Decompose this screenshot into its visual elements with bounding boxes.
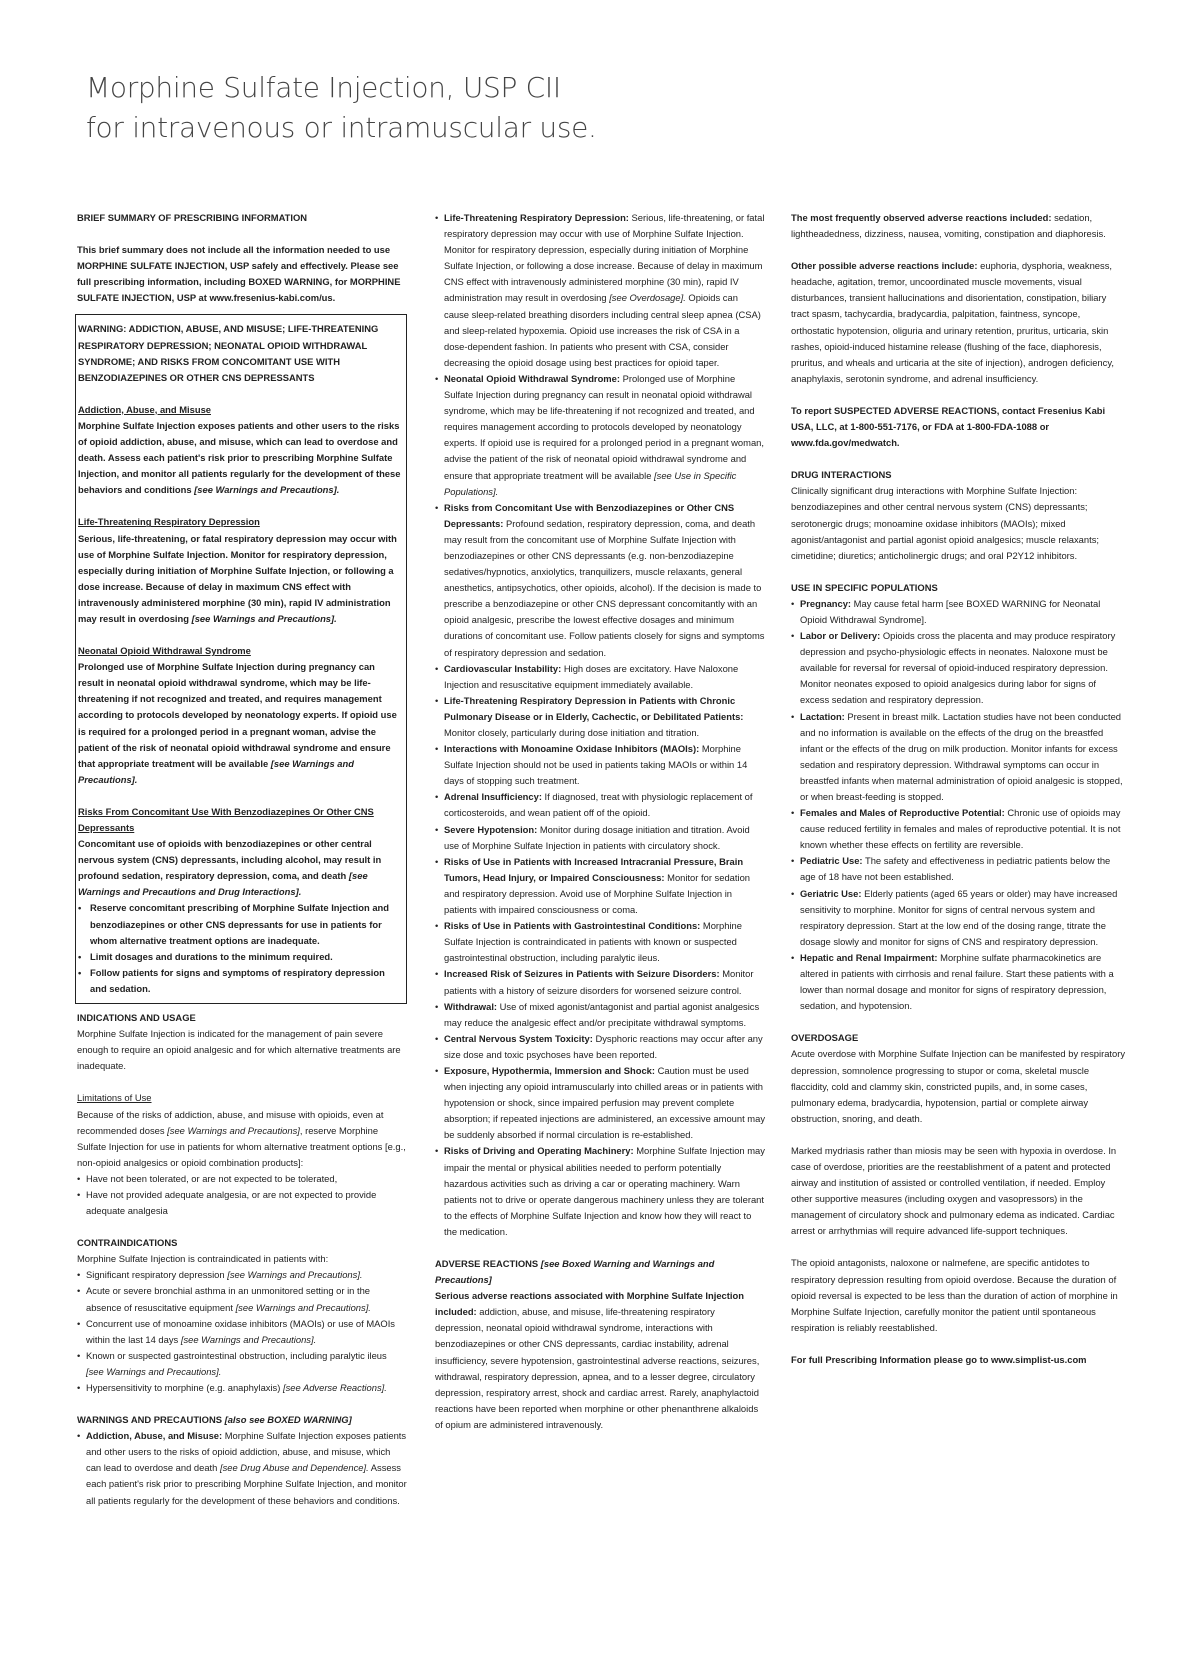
warnings-list-continued [435,210,765,1240]
box-section-title: Neonatal Opioid Withdrawal Syndrome [78,645,251,657]
frequent-reactions: The most frequently observed adverse reactions included: sedation, lightheadedness, dizziness, nausea, vomiting, constipation and diaphoresis. [791,212,1106,240]
list-item: • Risks from Concomitant Use with Benzodiazepines or Other CNS Depressants: Profound sedation, respiratory depression, coma, and death may result from the concomitant use of Morphine Sulfate Injection with benzodiazepines or other CNS depressants (e.g. non-benzodiazepine sedatives/hypnotics, anxiolytics, tranquilizers, muscle relaxants, general anesthetics, antipsychotics, other opioids, alcohol). If the decision is made to prescribe a benzodiazepine or other CNS depressant concomitantly with an opioid analgesic, prescribe the lowest effective dosages and minimum durations of concomitant use. Follow patients closely for signs and symptoms of respiratory depression and sedation. [435,500,765,661]
contraindications-heading: CONTRAINDICATIONS [77,1237,178,1249]
boxed-warning [75,314,407,1004]
report-adverse-reactions: To report SUSPECTED ADVERSE REACTIONS, contact Fresenius Kabi USA, LLC, at 1-800-551-7176, or FDA at 1-800-FDA-1088 or www.fda.gov/medwatch. [791,404,1106,449]
adverse-reactions-heading: ADVERSE REACTIONS [see Boxed Warning and Warnings and Precautions] [435,1258,715,1286]
list-item: • Follow patients for signs and symptoms of respiratory depression and sedation. [78,965,402,997]
list-item: • Interactions with Monoamine Oxidase Inhibitors (MAOIs): Morphine Sulfate Injection should not be used in patients taking MAOIs or within 14 days of stopping such treatment. [435,741,765,789]
indications-heading: INDICATIONS AND USAGE [77,1012,196,1024]
box-section-text: Morphine Sulfate Injection exposes patients and other users to the risks of opioid addiction, abuse, and misuse, which can lead to overdose and death. Assess each patient's risk prior to prescribing Morphine Sulfate Injection, and monitor all patients regularly for the development of these behaviors and conditions [see Warnings and Precautions]. [78,419,401,496]
list-item: • Pregnancy: May cause fetal harm [see BOXED WARNING for Neonatal Opioid Withdrawal Syndrome]. [791,596,1126,628]
list-item: • Risks of Driving and Operating Machinery: Morphine Sulfate Injection may impair the mental or physical abilities needed to perform potentially hazardous activities such as driving a car or operating machinery. Warn patients not to drive or operate dangerous machinery unless they are tolerant to the effects of Morphine Sulfate Injection and know how they will react to the medication. [435,1143,765,1240]
adverse-reactions-text: Serious adverse reactions associated with Morphine Sulfate Injection included: addiction, abuse, and misuse, life-threatening respiratory depression, neonatal opioid withdrawal syndrome, interactions with benzodiazepines or other CNS depressants, cardiac instability, adrenal insufficiency, severe hypotension, gastrointestinal adverse reactions, seizures, withdrawal, respiratory depression, apnea, and to a lesser degree, circulatory depression, respiratory arrest, shock and cardiac arrest. Rarely, anaphylactoid reactions have been reported when morphine or other phenanthrene alkaloids of opium are administered intravenously. [435,1290,760,1430]
box-section-title: Addiction, Abuse, and Misuse [78,403,211,415]
limitations-title: Limitations of Use [77,1092,152,1104]
warnings-heading: WARNINGS AND PRECAUTIONS [also see BOXED WARNING] [77,1414,352,1426]
list-item: • Have not been tolerated, or are not expected to be tolerated, [77,1171,407,1187]
brief-summary-text: This brief summary does not include all the information needed to use MORPHINE SULFATE INJECTION, USP safely and effectively. Please see full prescribing information, including BOXED WARNING, for MORPHINE SULFATE INJECTION, USP at www.fresenius-kabi.com/us. [77,244,401,304]
list-item: • Hypersensitivity to morphine (e.g. anaphylaxis) [see Adverse Reactions]. [77,1380,407,1396]
list-item: • Cardiovascular Instability: High doses are excitatory. Have Naloxone Injection and resuscitative equipment immediately available. [435,661,765,693]
specific-populations-heading: USE IN SPECIFIC POPULATIONS [791,581,938,593]
drug-interactions-text: Clinically significant drug interactions with Morphine Sulfate Injection: benzodiazepines and other central nervous system (CNS) depressants; serotonergic drugs; monoamine oxidase inhibitors (MAOIs); mixed agonist/antagonist and partial agonist opioid analgesics; muscle relaxants; cimetidine; diuretics; anticholinergic drugs; and oral P2Y12 inhibitors. [791,485,1100,561]
list-item: • Pediatric Use: The safety and effectiveness in pediatric patients below the age of 18 have not been established. [791,853,1126,885]
list-item: • Neonatal Opioid Withdrawal Syndrome: Prolonged use of Morphine Sulfate Injection during pregnancy can result in neonatal opioid withdrawal syndrome, which may be life-threatening if not recognized and treated, and requires management according to protocols developed by neonatology experts. If opioid use is required for a prolonged period in a pregnant woman, advise the patient of the risk of neonatal opioid withdrawal syndrome and ensure that appropriate treatment will be available [see Use in Specific Populations]. [435,371,765,500]
list-item: • Adrenal Insufficiency: If diagnosed, treat with physiologic replacement of corticosteroids, and wean patient off of the opioid. [435,789,765,821]
list-item: • Life-Threatening Respiratory Depression: Serious, life-threatening, or fatal respiratory depression may occur with use of Morphine Sulfate Injection. Monitor for respiratory depression, especially during initiation of Morphine Sulfate Injection, or following a dose increase. Because of delay in maximum CNS effect with intravenously administered morphine (30 min), rapid IV administration may result in overdosing [see Overdosage]. Opioids can cause sleep-related breathing disorders including central sleep apnea (CSA) and sleep-related hypoxemia. Opioid use increases the risk of CSA in a dose-dependent fashion. In patients who present with CSA, consider decreasing the opioid dosage using best practices for opioid taper. [435,210,765,371]
list-item: • Exposure, Hypothermia, Immersion and Shock: Caution must be used when injecting any opioid intramuscularly into chilled areas or in patients with hypotension or shock, since impaired perfusion may prevent complete absorption; if repeated injections are administered, an excessive amount may be suddenly absorbed if normal circulation is re-established. [435,1063,765,1143]
list-item: • Central Nervous System Toxicity: Dysphoric reactions may occur after any size dose and toxic psychoses have been reported. [435,1031,765,1063]
list-item: • Females and Males of Reproductive Potential: Chronic use of opioids may cause reduced fertility in females and males of reproductive potential. It is not known whether these effects on fertility are reversible. [791,805,1126,853]
column-1 [77,210,407,1509]
list-item: • Withdrawal: Use of mixed agonist/antagonist and partial agonist analgesics may reduce the analgesic effect and/or precipitate withdrawal symptoms. [435,999,765,1031]
title-line-2: for intravenous or intramuscular use. [86,111,597,144]
box-section-title: Life-Threatening Respiratory Depression [78,516,260,528]
indications-text: Morphine Sulfate Injection is indicated for the management of pain severe enough to require an opioid analgesic and for which alternative treatments are inadequate. [77,1028,401,1072]
brief-summary-heading: BRIEF SUMMARY OF PRESCRIBING INFORMATION [77,212,308,223]
box-section-text: Serious, life-threatening, or fatal respiratory depression may occur with use of Morphine Sulfate Injection. Monitor for respiratory depression, especially during initiation of Morphine Sulfate Injection, or following a dose increase. Because of delay in maximum CNS effect with intravenously administered morphine (30 min), rapid IV administration may result in overdosing [see Warnings and Precautions]. [78,532,397,624]
list-item: • Addiction, Abuse, and Misuse: Morphine Sulfate Injection exposes patients and other users to the risks of opioid addiction, abuse, and misuse, which can lead to overdose and death [see Drug Abuse and Dependence]. Assess each patient's risk prior to prescribing Morphine Sulfate Injection, and monitor all patients regularly for the development of these behaviors and conditions. [77,1428,407,1508]
list-item: • Hepatic and Renal Impairment: Morphine sulfate pharmacokinetics are altered in patients with cirrhosis and renal failure. Start these patients with a lower than normal dosage and monitor for signs of respiratory depression, sedation, and hypotension. [791,950,1126,1014]
overdosage-text: The opioid antagonists, naloxone or nalmefene, are specific antidotes to respiratory depression resulting from opioid overdose. Because the duration of opioid reversal is expected to be less than the duration of action of morphine in Morphine Sulfate Injection, carefully monitor the patient until spontaneous respiration is reliably reestablished. [791,1257,1118,1333]
overdosage-heading: OVERDOSAGE [791,1032,859,1044]
boxed-warning-heading: WARNING: ADDICTION, ABUSE, AND MISUSE; LIFE-THREATENING RESPIRATORY DEPRESSION; NEONATAL OPIOID WITHDRAWAL SYNDROME; AND RISKS FROM CONCOMITANT USE WITH BENZODIAZEPINES OR OTHER CNS DEPRESSANTS [78,323,379,383]
box-section-text: Concomitant use of opioids with benzodiazepines or other central nervous system (CNS) depressants, including alcohol, may result in profound sedation, respiratory depression, coma, and death [see Warnings and Precautions and Drug Interactions]. [78,838,382,898]
list-item: • Limit dosages and durations to the minimum required. [78,949,402,965]
page-title [86,68,1086,148]
other-reactions: Other possible adverse reactions include: euphoria, dysphoria, weakness, headache, agitation, tremor, uncoordinated muscle movements, visual disturbances, transient hallucinations and disorientation, constipation, biliary tract spasm, tachycardia, bradycardia, palpitation, faintness, syncope, orthostatic hypotension, oliguria and urinary retention, pruritus, urticaria, skin rashes, opioid-induced histamine release (flushing of the face, diaphoresis, pruritus, and wheals and urticaria at the site of injection), androgen deficiency, anaphylaxis, serotonin syndrome, and adrenal insufficiency. [791,260,1114,384]
list-item: • Increased Risk of Seizures in Patients with Seizure Disorders: Monitor patients with a history of seizure disorders for worsened seizure control. [435,966,765,998]
list-item: • Risks of Use in Patients with Increased Intracranial Pressure, Brain Tumors, Head Injury, or Impaired Consciousness: Monitor for sedation and respiratory depression. Avoid use of Morphine Sulfate Injection in patients with impaired consciousness or coma. [435,854,765,918]
box-section-text: Prolonged use of Morphine Sulfate Injection during pregnancy can result in neonatal opioid withdrawal syndrome, which may be life-threatening if not recognized and treated, and requires management according to protocols developed by neonatology experts. If opioid use is required for a prolonged period in a pregnant woman, advise the patient of the risk of neonatal opioid withdrawal syndrome and ensure that appropriate treatment will be available [see Warnings and Precautions]. [78,661,397,785]
drug-interactions-heading: DRUG INTERACTIONS [791,469,892,481]
title-line-1: Morphine Sulfate Injection, USP CII [86,71,561,104]
list-item: • Significant respiratory depression [see Warnings and Precautions]. [77,1267,407,1283]
warnings-list [77,1428,407,1508]
full-prescribing-info-link: For full Prescribing Information please go to www.simplist-us.com [791,1353,1087,1365]
limitations-text: Because of the risks of addiction, abuse, and misuse with opioids, even at recommended doses [see Warnings and Precautions], reserve Morphine Sulfate Injection for use in patients for whom alternative treatment options [e.g., non-opioid analgesics or opioid combination products]: [77,1108,406,1168]
list-item: • Labor or Delivery: Opioids cross the placenta and may produce respiratory depression and psycho-physiologic effects in neonates. Naloxone must be available for reversal for reversal of opioid-induced respiratory depression. Monitor neonates exposed to opioid analgesics during labor for signs of excess sedation and respiratory depression. [791,628,1126,708]
overdosage-text: Marked mydriasis rather than miosis may be seen with hypoxia in overdose. In case of overdose, priorities are the reestablishment of a patent and protected airway and institution of assisted or controlled ventilation, if needed. Employ other supportive measures (including oxygen and vasopressors) in the management of circulatory shock and pulmonary edema as indicated. Cardiac arrest or arrhythmias will require advanced life-support techniques. [791,1144,1117,1237]
box-bullet-list [78,900,402,997]
specific-populations-list [791,596,1126,1014]
list-item: • Risks of Use in Patients with Gastrointestinal Conditions: Morphine Sulfate Injection is contraindicated in patients with known or suspected gastrointestinal obstruction, including paralytic ileus. [435,918,765,966]
contraindications-list [77,1267,407,1396]
list-item: • Known or suspected gastrointestinal obstruction, including paralytic ileus [see Warnings and Precautions]. [77,1348,407,1380]
column-3 [791,210,1126,1368]
box-section-title: Risks From Concomitant Use With Benzodiazepines Or Other CNS Depressants [78,805,374,833]
column-2 [435,210,765,1433]
list-item: • Geriatric Use: Elderly patients (aged 65 years or older) may have increased sensitivity to morphine. Monitor for signs of central nervous system and respiratory depression. Start at the low end of the dosing range, titrate the dosage slowly and monitor for signs of CNS and respiratory depression. [791,886,1126,950]
list-item: • Have not provided adequate analgesia, or are not expected to provide adequate analgesia [77,1187,407,1219]
overdosage-text: Acute overdose with Morphine Sulfate Injection can be manifested by respiratory depression, somnolence progressing to stupor or coma, skeletal muscle flaccidity, cold and clammy skin, constricted pupils, and, in some cases, pulmonary edema, bradycardia, hypotension, partial or complete airway obstruction, snoring, and death. [791,1048,1126,1124]
list-item: • Acute or severe bronchial asthma in an unmonitored setting or in the absence of resuscitative equipment [see Warnings and Precautions]. [77,1283,407,1315]
list-item: • Lactation: Present in breast milk. Lactation studies have not been conducted and no information is available on the effects of the drug on the breastfed infant or the effects of the drug on milk production. Monitor infants for excess sedation and respiratory depression. Withdrawal symptoms can occur in breastfed infants when maternal administration of opioid analgesic is stopped, or when breast-feeding is stopped. [791,709,1126,806]
list-item: • Severe Hypotension: Monitor during dosage initiation and titration. Avoid use of Morphine Sulfate Injection in patients with circulatory shock. [435,822,765,854]
list-item: • Life-Threatening Respiratory Depression in Patients with Chronic Pulmonary Disease or in Elderly, Cachectic, or Debilitated Patients: Monitor closely, particularly during dose initiation and titration. [435,693,765,741]
limitations-list [77,1171,407,1219]
contraindications-text: Morphine Sulfate Injection is contraindicated in patients with: [77,1253,329,1265]
list-item: • Reserve concomitant prescribing of Morphine Sulfate Injection and benzodiazepines or other CNS depressants for use in patients for whom alternative treatment options are inadequate. [78,900,402,948]
list-item: • Concurrent use of monoamine oxidase inhibitors (MAOIs) or use of MAOIs within the last 14 days [see Warnings and Precautions]. [77,1316,407,1348]
